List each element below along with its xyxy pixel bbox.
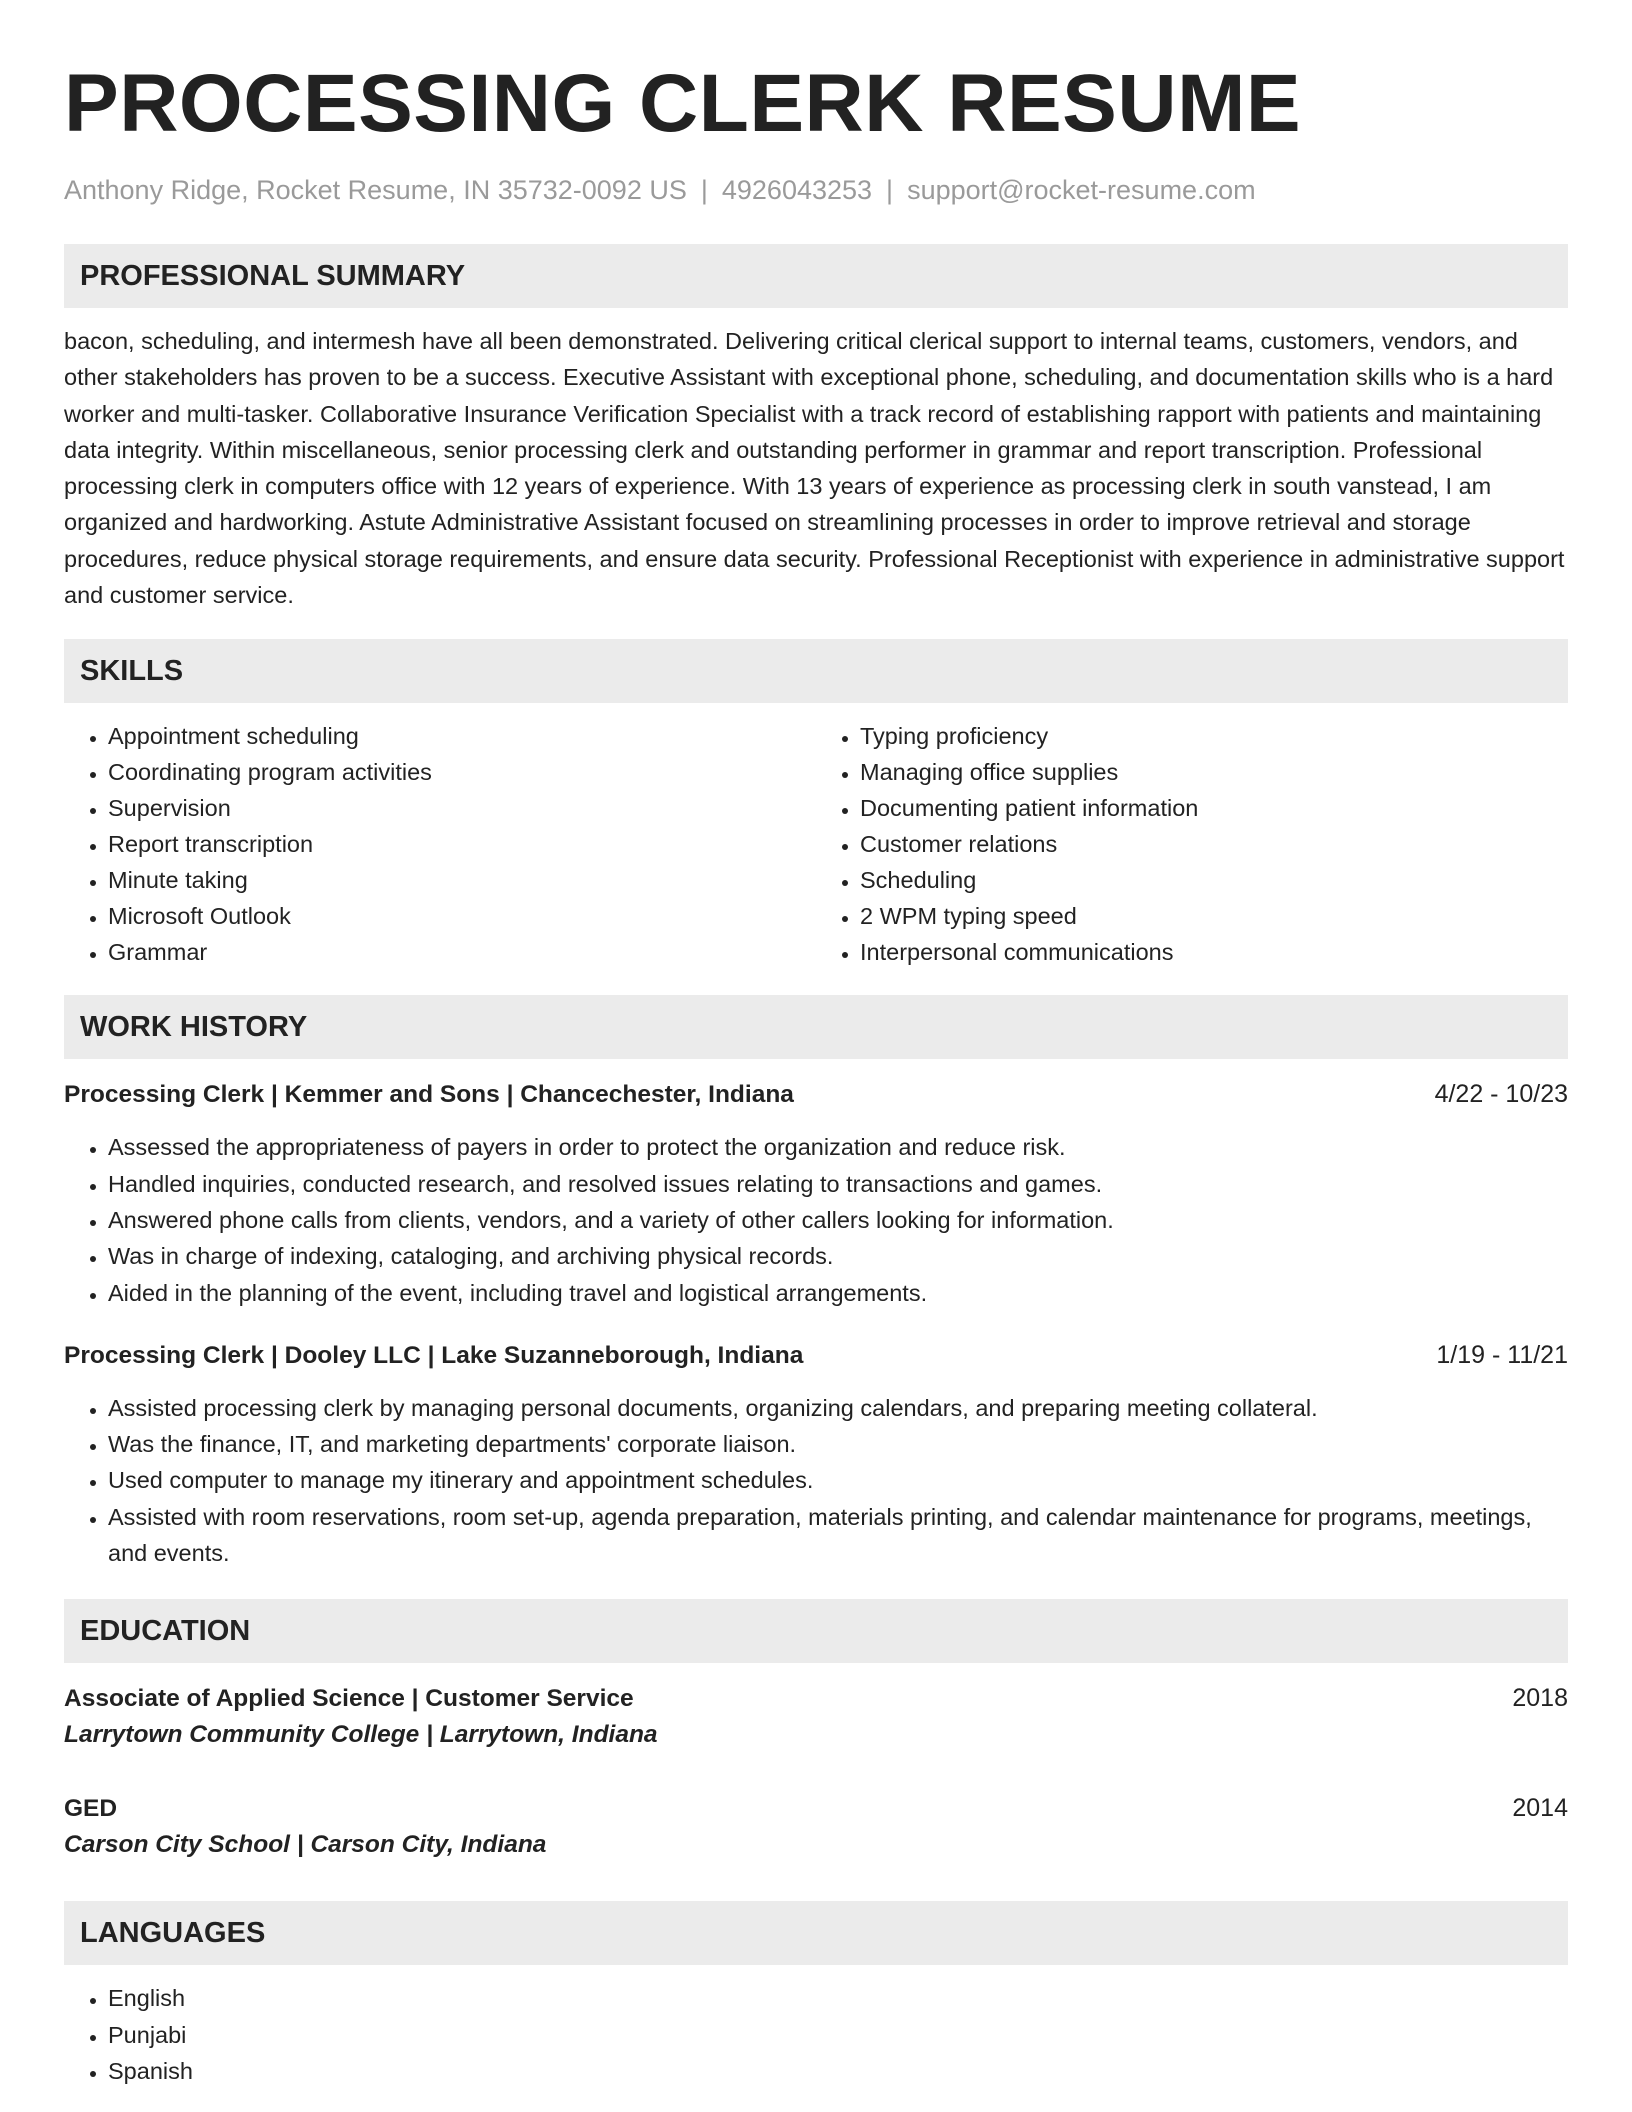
contact-separator: | [700,175,708,205]
education-degree: Associate of Applied Science | Customer Service [64,1685,634,1713]
skill-item: • Coordinating program activities [108,754,816,790]
education-school: Carson City School | Carson City, Indiana [64,1831,547,1859]
job-entry [64,1337,1568,1571]
job-title: Processing Clerk | Dooley LLC | Lake Suzanneborough, Indiana [64,1341,804,1369]
education-entry [64,1790,1568,1863]
skill-item: • Grammar [108,934,816,970]
education-degree: GED [64,1795,118,1823]
job-bullet: • Assisted processing clerk by managing personal documents, organizing calendars, and preparing meeting collateral. [108,1390,1568,1426]
job-bullet: • Answered phone calls from clients, vendors, and a variety of other callers looking for information. [108,1202,1568,1238]
education-school: Larrytown Community College | Larrytown, Indiana [64,1721,658,1749]
job-bullet: • Assisted with room reservations, room set-up, agenda preparation, materials printing, and calendar maintenance for programs, meetings, and events. [108,1499,1568,1572]
skills-column-right [816,718,1568,970]
job-bullets [64,1129,1568,1310]
education-header [64,1680,1568,1717]
language-item: • English [108,1980,1568,2016]
resume-title: PROCESSING CLERK RESUME [64,58,1302,149]
skill-item: • Customer relations [860,826,1568,862]
work-heading: WORK HISTORY [64,995,1568,1059]
job-dates: 1/19 - 11/21 [1436,1340,1568,1369]
education-heading: EDUCATION [64,1599,1568,1663]
summary-heading: PROFESSIONAL SUMMARY [64,244,1568,308]
skill-item: • Interpersonal communications [860,934,1568,970]
job-dates: 4/22 - 10/23 [1434,1080,1568,1109]
skills-column-left [64,718,816,970]
job-bullet: • Used computer to manage my itinerary and appointment schedules. [108,1462,1568,1498]
work-section [64,995,1568,1571]
language-item: • Punjabi [108,2017,1568,2053]
contact-line [64,172,1568,208]
skill-item: • Supervision [108,790,816,826]
education-header [64,1790,1568,1827]
skills-list-right [816,718,1568,970]
language-item: • Spanish [108,2053,1568,2089]
contact-address: Anthony Ridge, Rocket Resume, IN 35732-0092 US [64,175,687,205]
skill-item: • Managing office supplies [860,754,1568,790]
languages-heading: LANGUAGES [64,1901,1568,1965]
skill-item: • Documenting patient information [860,790,1568,826]
skill-item: • Minute taking [108,862,816,898]
skill-item: • 2 WPM typing speed [860,898,1568,934]
job-header [64,1076,1568,1113]
skill-item: • Typing proficiency [860,718,1568,754]
job-bullets [64,1390,1568,1571]
skills-heading: SKILLS [64,639,1568,703]
skills-section [64,639,1568,970]
job-entry [64,1076,1568,1310]
job-bullet: • Was the finance, IT, and marketing departments' corporate liaison. [108,1426,1568,1462]
skill-item: • Microsoft Outlook [108,898,816,934]
contact-separator: | [886,175,894,205]
job-bullet: • Handled inquiries, conducted research, and resolved issues relating to transactions and games. [108,1166,1568,1202]
education-section [64,1599,1568,1863]
education-year: 2014 [1512,1794,1568,1823]
summary-text: bacon, scheduling, and intermesh have all been demonstrated. Delivering critical clerical support to internal teams, customers, vendors, and other stakeholders has proven to be a success. Executive Assistant with exceptional phone, scheduling, and documentation skills who is a hard worker and multi-tasker. Collaborative Insurance Verification Specialist with a track record of establishing rapport with patients and maintaining data integrity. Within miscellaneous, senior processing clerk and outstanding performer in grammar and report transcription. Professional processing clerk in computers office with 12 years of experience. With 13 years of experience as processing clerk in south vanstead, I am organized and hardworking. Astute Administrative Assistant focused on streamlining processes in order to improve retrieval and storage procedures, reduce physical storage requirements, and ensure data security. Professional Receptionist with experience in administrative support and customer service. [64,328,1565,609]
summary-section [64,244,1568,613]
contact-email: support@rocket-resume.com [907,175,1256,205]
education-entry [64,1680,1568,1753]
skill-item: • Scheduling [860,862,1568,898]
job-header [64,1337,1568,1374]
skills-list-left [64,718,816,970]
languages-list [64,1980,1568,2089]
skill-item: • Appointment scheduling [108,718,816,754]
education-year: 2018 [1512,1684,1568,1713]
skills-grid [64,718,1568,970]
job-bullet: • Aided in the planning of the event, including travel and logistical arrangements. [108,1275,1568,1311]
job-bullet: • Assessed the appropriateness of payers in order to protect the organization and reduce risk. [108,1129,1568,1165]
contact-phone: 4926043253 [721,175,873,205]
job-title: Processing Clerk | Kemmer and Sons | Chancechester, Indiana [64,1081,794,1109]
skill-item: • Report transcription [108,826,816,862]
languages-section [64,1901,1568,2089]
job-bullet: • Was in charge of indexing, cataloging, and archiving physical records. [108,1238,1568,1274]
